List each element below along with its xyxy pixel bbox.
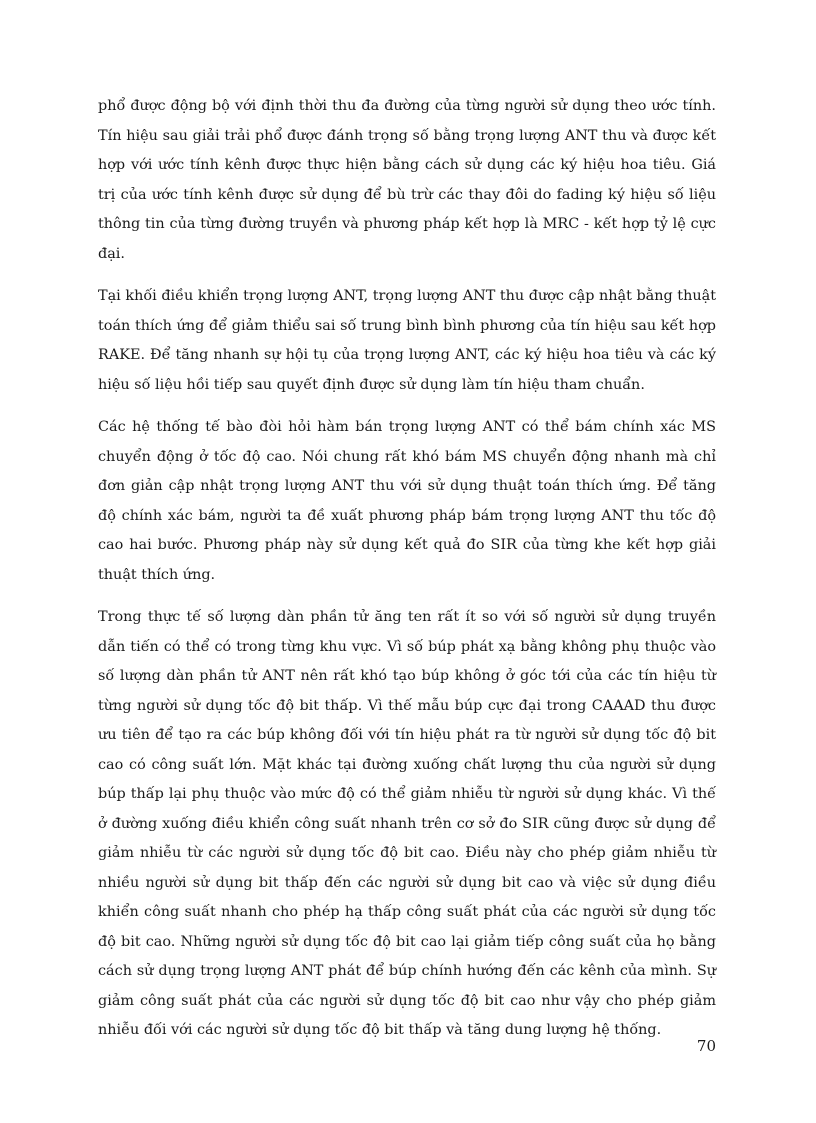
paragraph-3: Các hệ thống tế bào đòi hỏi hàm bán trọng lượng ANT có thể bám chính xác MS chuyển động ở tốc độ cao. Nói chung rất khó bám MS chuyển động nhanh mà chỉ đơn giản cập nhật trọng lượng ANT thu với sử dụng thuật toán thích ứng. Để tăng độ chính xác bám, người ta đề xuất phương pháp bám trọng lượng ANT thu tốc độ cao hai bước. Phương pháp này sử dụng kết quả đo SIR của từng khe kết hợp giải thuật thích ứng.	[98, 419, 716, 583]
paragraph-2: Tại khối điều khiển trọng lượng ANT, trọng lượng ANT thu được cập nhật bằng thuật toán thích ứng để giảm thiểu sai số trung bình bình phương của tín hiệu sau kết hợp RAKE. Để tăng nhanh sự hội tụ của trọng lượng ANT, các ký hiệu hoa tiêu và các ký hiệu số liệu hồi tiếp sau quyết định được sử dụng làm tín hiệu tham chuẩn.	[98, 288, 716, 393]
body-text	[98, 92, 716, 1046]
paragraph-4: Trong thực tế số lượng dàn phần tử ăng ten rất ít so với số người sử dụng truyền dẫn tiến có thể có trong từng khu vực. Vì số búp phát xạ bằng không phụ thuộc vào số lượng dàn phần tử ANT nên rất khó tạo búp không ở góc tới của các tín hiệu từ từng người sử dụng tốc độ bit thấp. Vì thế mẫu búp cực đại trong CAAAD thu được ưu tiên để tạo ra các búp không đối với tín hiệu phát ra từ người sử dụng tốc độ bit cao có công suất lớn. Mặt khác tại đường xuống chất lượng thu của người sử dụng búp thấp lại phụ thuộc vào mức độ có thể giảm nhiễu từ người sử dụng khác. Vì thế ở đường xuống điều khiển công suất nhanh trên cơ sở đo SIR cũng được sử dụng để giảm nhiễu từ các người sử dụng tốc độ bit cao. Điều này cho phép giảm nhiễu từ nhiều người sử dụng bit thấp đến các người sử dụng bit cao và việc sử dụng điều khiển công suất nhanh cho phép hạ thấp công suất phát của các người sử dụng tốc độ bit cao. Những người sử dụng tốc độ bit cao lại giảm tiếp công suất của họ bằng cách sử dụng trọng lượng ANT phát để búp chính hướng đến các kênh của mình. Sự giảm công suất phát của các người sử dụng tốc độ bit cao như vậy cho phép giảm nhiễu đối với các người sử dụng tốc độ bit thấp và tăng dung lượng hệ thống.	[98, 609, 716, 1038]
page-number: 70	[696, 1037, 716, 1055]
paragraph-1: phổ được động bộ với định thời thu đa đường của từng người sử dụng theo ước tính. Tín hiệu sau giải trải phổ được đánh trọng số bằng trọng lượng ANT thu và được kết hợp với ước tính kênh được thực hiện bằng cách sử dụng các ký hiệu hoa tiêu. Giá trị của ước tính kênh được sử dụng để bù trừ các thay đôi do fading ký hiệu số liệu thông tin của từng đường truyền và phương pháp kết hợp là MRC - kết hợp tỷ lệ cực đại.	[98, 98, 716, 262]
